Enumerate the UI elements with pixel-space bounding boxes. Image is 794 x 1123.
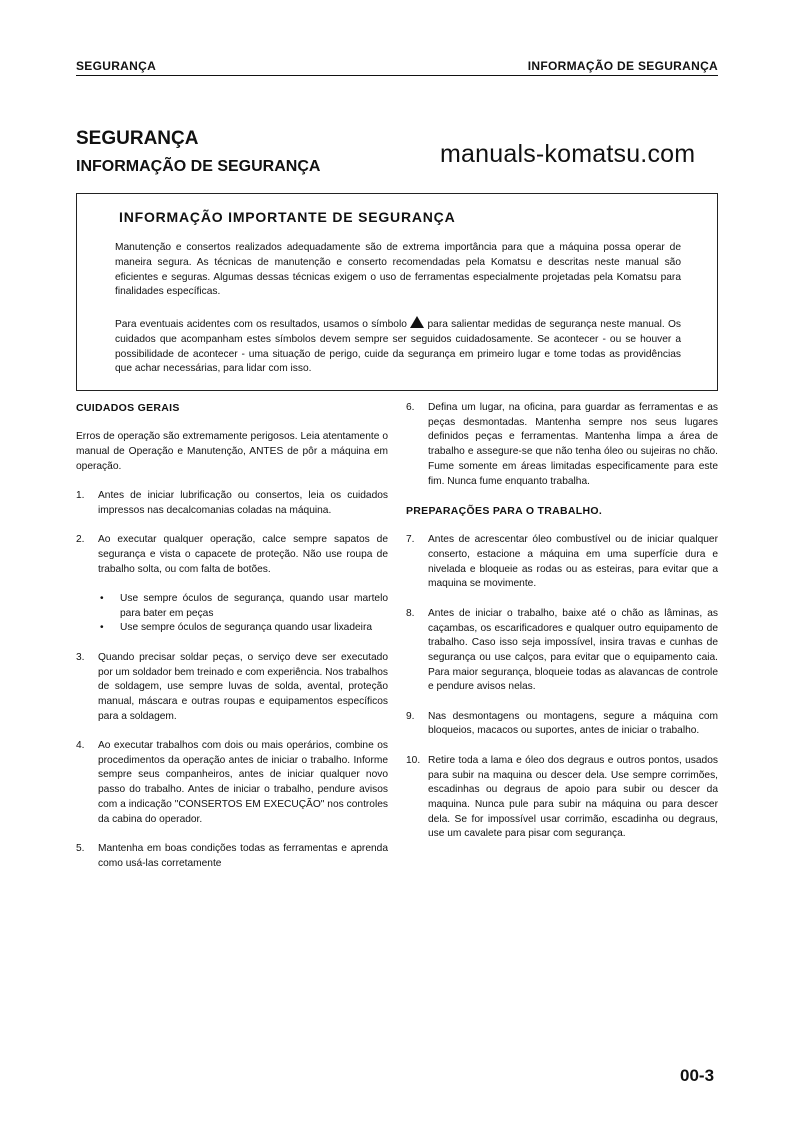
list-item: [406, 754, 718, 842]
list-item: [406, 710, 718, 739]
page-number: 00-3: [680, 1066, 715, 1085]
item-number: 7.: [406, 534, 415, 546]
item-number: 4.: [76, 740, 85, 752]
list-item: [406, 607, 718, 695]
box-paragraph-1: Manutenção e consertos realizados adequadamente são de extrema importância para que a máquina possa operar de maneira segura. As técnicas de manutenção e conserto recomendadas pela Komatsu e descritas neste manual são eficientes e seguras. Algumas dessas técnicas exigem o uso de ferramentas especialmente projetadas pela Komatsu para finalidades específicas.: [115, 242, 681, 298]
page-subtitle: INFORMAÇÃO DE SEGURANÇA: [76, 158, 321, 175]
bullet-icon: •: [100, 593, 104, 605]
list-item: [76, 651, 388, 725]
item-number: 6.: [406, 402, 415, 413]
item-number: 3.: [76, 651, 85, 663]
bullet-item: [76, 621, 388, 636]
box-p2-start: Para eventuais acidentes com os resultados, usamos o símbolo: [115, 319, 407, 330]
item-number: 10.: [406, 754, 421, 766]
item-text: Antes de acrescentar óleo combustível ou de iniciar qualquer conserto, estacione a máquina em uma superfície dura e nivelada e bloqueie as rodas ou as esteiras, para evitar que a maquina se movimente.: [428, 534, 718, 590]
box-p2-end: para salientar medidas de segurança neste manual. Os cuidados que acompanham estes símbolos devem sempre ser seguidos cuidadosamente. Se acontecer - ou se houver a possibilidade de acontecer - uma situação de perigo, cuide da segurança em primeiro lugar e tome todas as providências que achar necessárias, para lidar com isso.: [115, 319, 681, 375]
important-safety-box: [76, 193, 718, 391]
running-header-left: SEGURANÇA: [76, 59, 157, 73]
list-item: [76, 533, 388, 577]
item-number: 5.: [76, 842, 85, 854]
item-number: 9.: [406, 710, 415, 722]
item-text: Defina um lugar, na oficina, para guardar as ferramentas e as peças desmontadas. Mantenha sempre nos seus lugares definidos peças e ferramentas. Mantenha limpa a área de trabalho e assegure-se que não tenha óleo ou sujeiras no chão. Fume somente em áreas limitadas especificamente para este fim. Nunca fume enquanto trabalha.: [428, 402, 718, 487]
item-number: 1.: [76, 490, 85, 502]
section-heading-general: CUIDADOS GERAIS: [76, 402, 180, 414]
intro-paragraph: Erros de operação são extremamente perigosos. Leia atentamente o manual de Operação e Manutenção, ANTES de pôr a máquina em operação.: [76, 431, 388, 472]
item-text: Antes de iniciar lubrificação ou consertos, leia os cuidados impressos nas decalcomanias coladas na máquina.: [98, 490, 388, 516]
header-rule: [76, 75, 718, 76]
left-column: [76, 401, 388, 871]
running-header-right: INFORMAÇÃO DE SEGURANÇA: [527, 59, 718, 73]
item-number: 2.: [76, 534, 85, 546]
box-paragraph-2: [115, 316, 681, 377]
list-item: [76, 842, 388, 871]
list-item: [406, 401, 718, 489]
item-text: Nas desmontagens ou montagens, segure a máquina com bloqueios, macacos ou suportes, antes de iniciar o trabalho.: [428, 710, 718, 737]
item-text: Retire toda a lama e óleo dos degraus e outros pontos, usados para subir na maquina ou descer dela. Use sempre corrimões, escadinhas ou degraus de apoio para subir ou descer da maquina. Nunca pule para subir na máquina ou para descer dela. Se for impossível usar corrimão, escadinha ou degraus, use um cavalete para pisar com segurança.: [428, 754, 718, 840]
box-heading: INFORMAÇÃO IMPORTANTE DE SEGURANÇA: [119, 209, 456, 225]
item-number: 8.: [406, 607, 415, 619]
item-text: Mantenha em boas condições todas as ferramentas e aprenda como usá-las corretamente: [98, 842, 388, 869]
item-text: Ao executar qualquer operação, calce sempre sapatos de segurança e vista o capacete de proteção. Não use roupa de trabalho solta, ou com falta de botões.: [98, 534, 388, 575]
item-text: Quando precisar soldar peças, o serviço deve ser executado por um soldador bem treinado e com experiência. Nos trabalhos de soldagem, use sempre luvas de solda, avental, proteção manual, máscara e outras roupas e equipamentos específicos para a soldagem.: [98, 651, 388, 722]
section-heading-preparations: PREPARAÇÕES PARA O TRABALHO.: [406, 504, 603, 517]
warning-triangle-icon: [410, 316, 424, 328]
list-item: [76, 489, 388, 518]
bullet-item: [76, 592, 388, 621]
right-column: [406, 401, 718, 842]
bullet-text: Use sempre óculos de segurança quando usar lixadeira: [120, 622, 373, 634]
list-item: [76, 739, 388, 827]
bullet-icon: •: [100, 622, 104, 634]
watermark: manuals-komatsu.com: [440, 140, 696, 168]
item-text: Antes de iniciar o trabalho, baixe até o chão as lâminas, as caçambas, os escarificadores e qualquer outro equipamento de trabalho. Caso isso seja impossível, insira travas e cunhas de segurança ou use calços, para evitar que o equipamento caia. Para maior segurança, bloqueie todas as alavancas de controle e pendure avisos nelas.: [428, 607, 718, 693]
page-title: SEGURANÇA: [76, 128, 199, 149]
bullet-text: Use sempre óculos de segurança, quando usar martelo para bater em peças: [120, 593, 388, 619]
item-text: Ao executar trabalhos com dois ou mais operários, combine os procedimentos da operação antes de iniciar o trabalho. Informe sempre seus companheiros, antes de iniciar qualquer novo passo do trabalho. Antes de iniciar o trabalho, pendure avisos com a indicação "CONSERTOS EM EXECUÇÃO" nos controles da cabina do operador.: [98, 740, 388, 825]
list-item: [406, 533, 718, 592]
